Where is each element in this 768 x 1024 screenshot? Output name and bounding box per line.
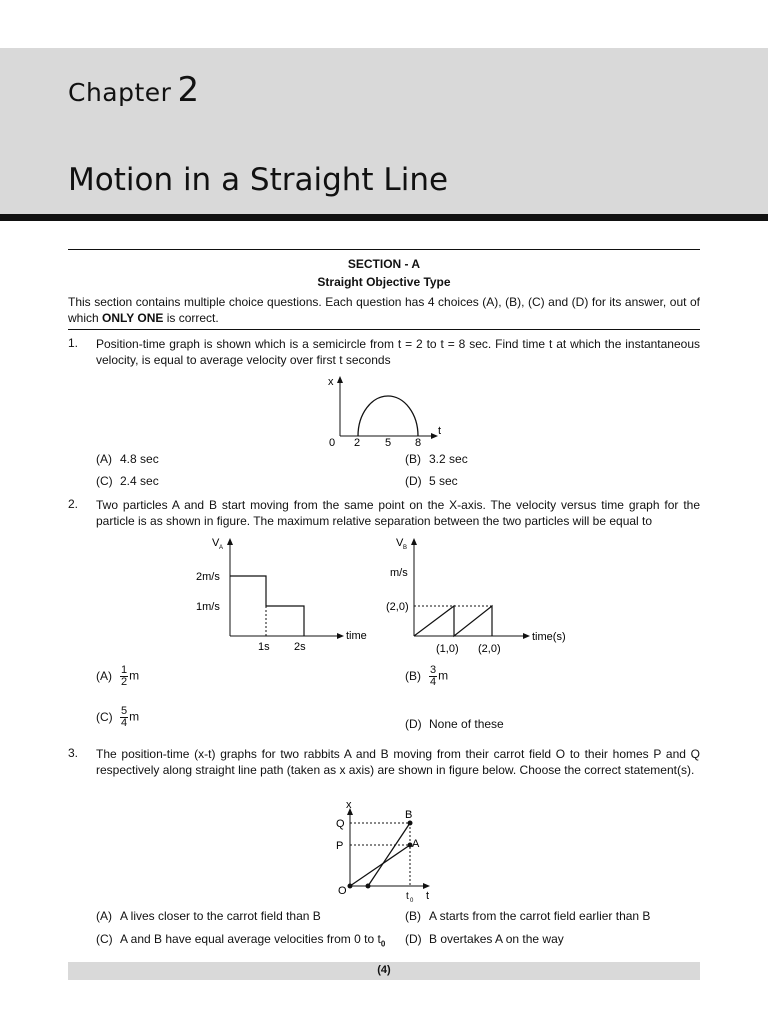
q3-option-c[interactable] — [96, 932, 385, 948]
q2a-1ms-label: 1m/s — [196, 601, 220, 613]
q1-x-label: t — [438, 425, 442, 437]
q1-x-arrow — [431, 433, 438, 439]
q2-option-b[interactable] — [405, 665, 448, 688]
option-label: (D) — [405, 717, 422, 731]
chapter-label — [68, 70, 200, 110]
option-label: (B) — [405, 452, 421, 466]
option-label: (C) — [96, 474, 113, 488]
fraction: $\frac{5}{4}$ — [121, 705, 128, 729]
q1-tick-0: 0 — [329, 437, 336, 448]
option-text: B overtakes A on the way — [429, 932, 564, 946]
chapter-title: Motion in a Straight Line — [68, 162, 449, 198]
question-2-figure-a — [190, 532, 380, 654]
q2-option-c[interactable] — [96, 706, 139, 729]
option-text: None of these — [429, 717, 504, 731]
q2a-y-arrow — [227, 538, 233, 545]
option-label: (C) — [96, 932, 113, 946]
q2a-2ms-label: 2m/s — [196, 571, 220, 583]
section-intro — [68, 294, 700, 326]
q2b-y-arrow — [411, 538, 417, 545]
fraction: $\frac{1}{2}$ — [121, 664, 128, 688]
q3-P-label: P — [336, 840, 344, 852]
option-label: (B) — [405, 668, 421, 683]
q3-O-label: O — [338, 885, 347, 897]
option-label: (A) — [96, 909, 112, 923]
chapter-word: Chapter — [68, 78, 172, 107]
option-label: (B) — [405, 909, 421, 923]
section-type: Straight Objective Type — [317, 275, 451, 289]
option-text: 5 sec — [429, 474, 458, 488]
q3-x-arrow — [423, 883, 430, 889]
q1-y-arrow — [337, 376, 343, 383]
chapter-number: 2 — [177, 70, 200, 110]
q1-semicircle-curve — [358, 396, 418, 436]
option-unit: m — [438, 668, 449, 683]
question-3-number: 3. — [68, 746, 79, 760]
q3-option-a[interactable] — [96, 909, 321, 923]
q3-Q-label: Q — [336, 818, 345, 830]
question-3-text: The position-time (x-t) graphs for two rabbits A and B moving from their carrot field O to their homes P and Q respectively along straight line path (taken as x axis) are shown in figure below. Choose the correct statement(s). — [96, 747, 700, 777]
option-label: (A) — [96, 668, 112, 683]
header-divider — [0, 214, 768, 221]
q1-option-b[interactable] — [405, 452, 468, 466]
q2a-y-sub: A — [219, 545, 224, 551]
page-number: (4) — [377, 964, 391, 976]
q2a-y-label: V — [212, 537, 220, 549]
q1-tick-2: 2 — [354, 437, 361, 448]
q1-option-a[interactable] — [96, 452, 159, 466]
option-label: (D) — [405, 474, 422, 488]
q1-option-d[interactable] — [405, 474, 458, 488]
option-label: (A) — [96, 452, 112, 466]
question-1-number: 1. — [68, 336, 79, 350]
question-2-figure-b — [382, 532, 582, 658]
q3-t0-sub: 0 — [410, 898, 414, 904]
q3-A-label: A — [412, 838, 420, 850]
option-unit: m — [129, 668, 140, 683]
q3-x-label: t — [426, 890, 430, 902]
q3-point-B — [408, 821, 413, 826]
q2a-velocity-steps — [230, 576, 304, 636]
q3-line-B — [368, 823, 410, 886]
fraction: $\frac{3}{4}$ — [430, 664, 437, 688]
q2b-velocity-sawtooth — [414, 606, 492, 636]
q2a-1s-label: 1s — [258, 641, 270, 653]
q3-option-d[interactable] — [405, 932, 564, 946]
option-label: (D) — [405, 932, 422, 946]
option-text: A and B have equal average velocities from 0 to t — [120, 932, 381, 946]
section-top-rule — [68, 249, 700, 250]
intro-emphasis: ONLY ONE — [102, 311, 164, 325]
q3-point-B-start — [366, 884, 371, 889]
question-2-number: 2. — [68, 497, 79, 511]
q2a-2s-label: 2s — [294, 641, 306, 653]
q1-option-c[interactable] — [96, 474, 159, 488]
q3-y-label: x — [346, 799, 352, 811]
q2b-x-label: time(s) — [532, 631, 566, 643]
q2b-t2-label: (2,0) — [478, 643, 501, 655]
q3-option-b[interactable] — [405, 909, 650, 923]
q1-tick-5: 5 — [385, 437, 392, 448]
intro-text: This section contains multiple choice questions. Each question has 4 choices (A), (B), (C) and (D) for its answer, out of which — [68, 295, 700, 325]
q2b-unit-label: m/s — [390, 567, 408, 579]
option-text: 3.2 sec — [429, 452, 468, 466]
option-subscript: 0 — [380, 939, 386, 949]
q2a-x-arrow — [337, 633, 344, 639]
q2b-level-label: (2,0) — [386, 601, 409, 613]
q2a-x-label: time — [346, 630, 367, 642]
q1-y-label: x — [328, 376, 334, 388]
q3-line-A — [350, 845, 410, 886]
q2b-y-label: V — [396, 537, 404, 549]
section-name: SECTION - A — [347, 257, 421, 271]
q3-point-O — [348, 884, 353, 889]
q3-t0-label: t — [406, 891, 409, 902]
q1-tick-8: 8 — [415, 437, 422, 448]
section-bottom-rule — [68, 329, 700, 330]
question-3-figure — [330, 798, 450, 906]
question-1-figure — [310, 370, 460, 448]
option-text: A starts from the carrot field earlier than B — [429, 909, 651, 923]
option-unit: m — [129, 709, 140, 724]
q3-B-label: B — [405, 809, 413, 821]
q2-option-a[interactable] — [96, 665, 139, 688]
option-text: 4.8 sec — [120, 452, 159, 466]
q2b-x-arrow — [523, 633, 530, 639]
q2-option-d[interactable] — [405, 717, 504, 731]
option-text: A lives closer to the carrot field than B — [120, 909, 321, 923]
intro-suffix: is correct. — [163, 311, 219, 325]
option-label: (C) — [96, 709, 113, 724]
q2b-y-sub: B — [403, 545, 408, 551]
question-1-text: Position-time graph is shown which is a semicircle from t = 2 to t = 8 sec. Find time t at which the instantaneous velocity, is equal to average velocity over first t seconds — [96, 337, 700, 367]
q2b-t1-label: (1,0) — [436, 643, 459, 655]
question-2-text: Two particles A and B start moving from the same point on the X-axis. The velocity versus time graph for the particle is as shown in figure. The maximum relative separation between the two particles will be equal to — [96, 498, 700, 528]
option-text: 2.4 sec — [120, 474, 159, 488]
